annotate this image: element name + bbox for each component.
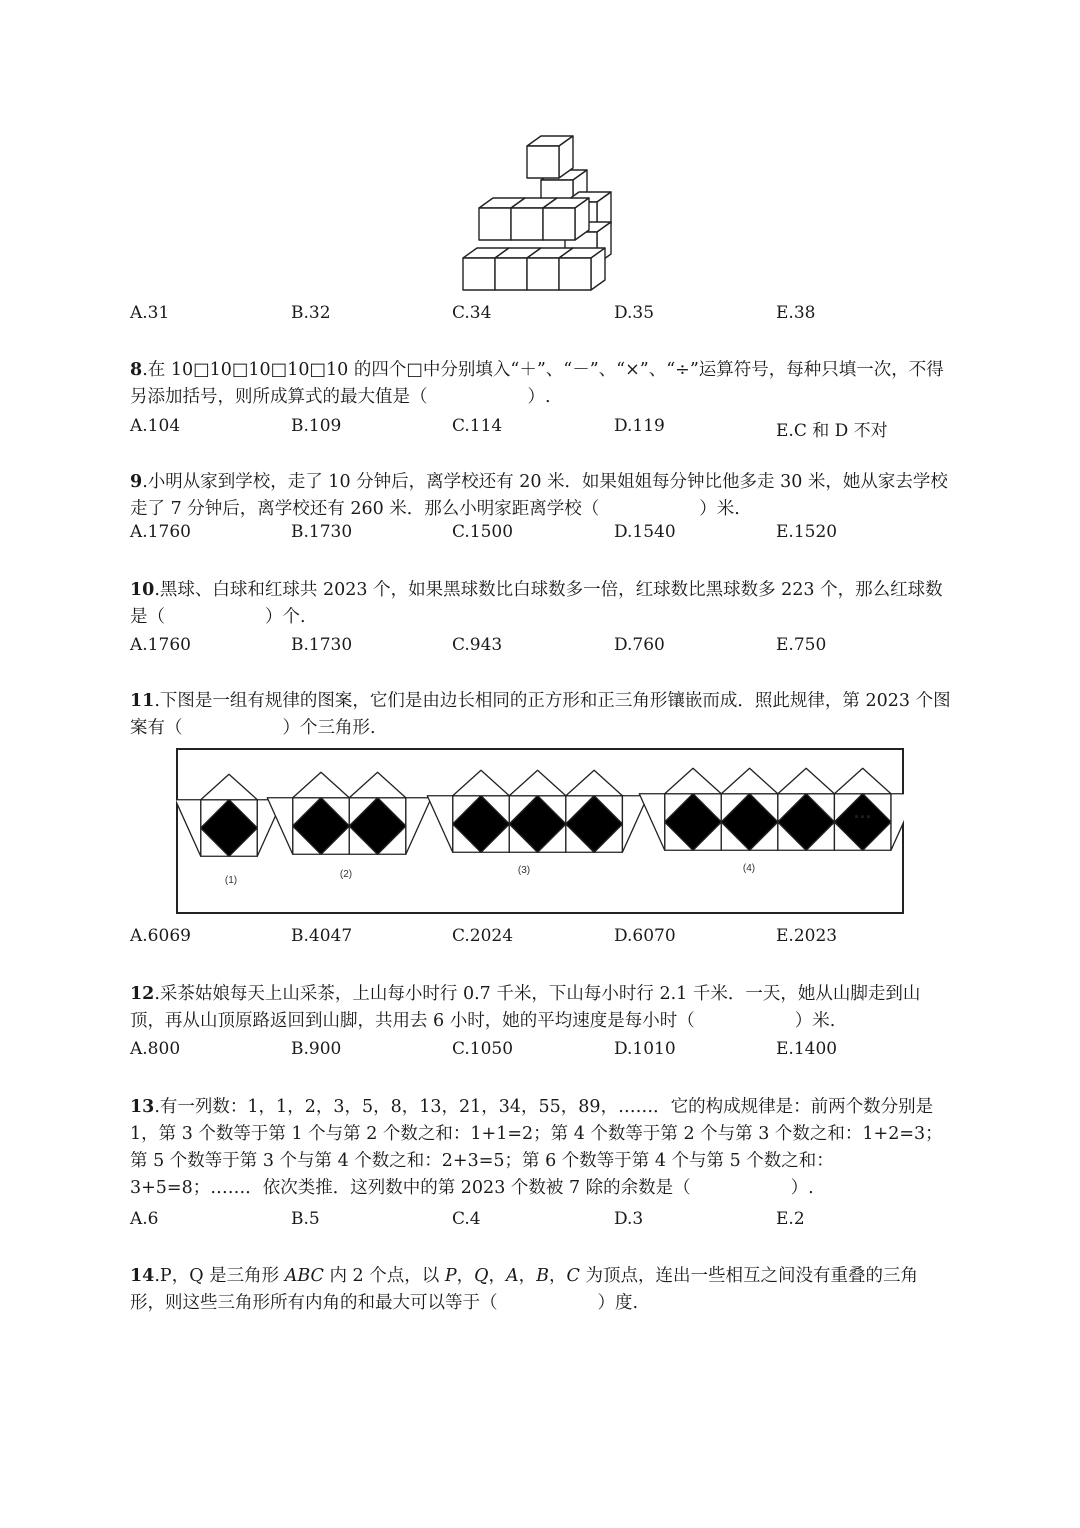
q13-option-b[interactable]: B.5 [291, 1209, 320, 1229]
q11-option-a[interactable]: A.6069 [130, 926, 191, 946]
question-8 [130, 357, 952, 411]
q14-vertex-b: B [536, 1266, 549, 1286]
pattern-ellipsis: ··· [854, 807, 872, 827]
question-14 [130, 1263, 952, 1317]
q11-text: .下图是一组有规律的图案，它们是由边长相同的正方形和正三角形镶嵌而成．照此规律，第 2023 个图案有（ [130, 691, 951, 738]
q9-option-a[interactable]: A.1760 [130, 522, 191, 542]
question-11 [130, 688, 952, 742]
q14-comma: ， [518, 1266, 537, 1286]
q9-text-end: ）米. [699, 499, 740, 519]
q8-number: 8 [130, 360, 143, 380]
q7-option-c[interactable]: C.34 [452, 303, 492, 323]
q10-option-d[interactable]: D.760 [614, 635, 665, 655]
q12-number: 12 [130, 984, 155, 1004]
q14-vertex-p: P [444, 1266, 457, 1286]
q12-text: .采茶姑娘每天上山采茶，上山每小时行 0.7 千米，下山每小时行 2.1 千米．一天，她从山脚走到山顶，再从山顶原路返回到山脚，共用去 6 小时，她的平均速度是每小时（ [130, 984, 921, 1031]
q11-options [130, 926, 1030, 956]
question-9 [130, 469, 952, 523]
q10-number: 10 [130, 580, 155, 600]
q9-option-d[interactable]: D.1540 [614, 522, 676, 542]
q9-option-e[interactable]: E.1520 [776, 522, 838, 542]
q14-vertex-c: C [566, 1266, 580, 1286]
q7-options [130, 303, 1030, 333]
q8-text-end: ）. [527, 387, 551, 407]
q9-number: 9 [130, 472, 143, 492]
q10-text: .黑球、白球和红球共 2023 个，如果黑球数比白球数多一倍，红球数比黑球数多 223 个，那么红球数是（ [130, 580, 943, 627]
q11-option-c[interactable]: C.2024 [452, 926, 514, 946]
q7-option-e[interactable]: E.38 [776, 303, 816, 323]
q13-option-d[interactable]: D.3 [614, 1209, 644, 1229]
q7-option-b[interactable]: B.32 [291, 303, 331, 323]
q8-option-e[interactable]: E.C 和 D 不对 [776, 421, 888, 441]
cube [559, 248, 605, 290]
q14-number: 14 [130, 1266, 155, 1286]
q10-option-e[interactable]: E.750 [776, 635, 827, 655]
q12-option-a[interactable]: A.800 [130, 1039, 181, 1059]
q14-text-1: .P，Q 是三角形 [154, 1266, 280, 1286]
q12-option-b[interactable]: B.900 [291, 1039, 342, 1059]
q14-comma: ， [488, 1266, 506, 1286]
q14-vertex-a: A [505, 1266, 519, 1286]
q10-options [130, 635, 1030, 665]
q8-options [130, 416, 1030, 446]
q10-option-a[interactable]: A.1760 [130, 635, 191, 655]
q11-text-end: ）个三角形. [282, 718, 376, 738]
q11-number: 11 [130, 691, 155, 711]
q12-option-e[interactable]: E.1400 [776, 1039, 838, 1059]
q13-text: .有一列数：1，1，2，3，5，8，13，21，34，55，89，……．它的构成规律是：前两个数分别是 1，第 3 个数等于第 1 个与第 2 个数之和：1+1=2；第 4 个数等于第 2 个与第 3 个数之和：1+2=3；第 5 个数等于第 3 个与第 4 个数之和：2+3=5；第 6 个数等于第 4 个与第 5 个数之和：3+5=8；……．依次类推．这列数中的第 2023 个数被 7 除的余数是（ [130, 1097, 943, 1198]
q13-text-end: ）. [790, 1178, 814, 1198]
q13-option-c[interactable]: C.4 [452, 1209, 481, 1229]
q9-option-c[interactable]: C.1500 [452, 522, 514, 542]
q8-text: .在 10□10□10□10□10 的四个□中分别填入“＋”、“－”、“×”、“÷”运算符号，每种只填一次，不得另添加括号，则所成算式的最大值是（ [130, 360, 944, 407]
q11-option-b[interactable]: B.4047 [291, 926, 353, 946]
q14-text-3: 为顶点，连出一些相互之间没有重叠的三角形，则这些三角形所有内角的和最大可以等于（ [130, 1266, 918, 1313]
q14-vertex-q: Q [474, 1266, 489, 1286]
tessellation-pattern-figure [176, 748, 904, 914]
q13-option-e[interactable]: E.2 [776, 1209, 805, 1229]
q8-option-d[interactable]: D.119 [614, 416, 665, 436]
q8-option-b[interactable]: B.109 [291, 416, 342, 436]
pattern-label-3: (3) [517, 865, 531, 876]
q13-options [130, 1209, 1030, 1239]
cube [527, 136, 573, 178]
q9-options [130, 522, 1030, 552]
cube-stack-figure [455, 128, 615, 298]
pattern-label-1: (1) [224, 875, 238, 886]
q14-comma: ， [456, 1266, 475, 1286]
q7-option-a[interactable]: A.31 [130, 303, 170, 323]
q9-option-b[interactable]: B.1730 [291, 522, 353, 542]
pattern-label-4: (4) [742, 863, 756, 874]
q14-comma: ， [548, 1266, 567, 1286]
q11-option-d[interactable]: D.6070 [614, 926, 676, 946]
cube [543, 198, 589, 240]
q13-option-a[interactable]: A.6 [130, 1209, 159, 1229]
q14-text-2: 内 2 个点，以 [329, 1266, 440, 1286]
question-13 [130, 1094, 952, 1202]
q10-option-b[interactable]: B.1730 [291, 635, 353, 655]
q8-option-a[interactable]: A.104 [130, 416, 181, 436]
q7-option-d[interactable]: D.35 [614, 303, 655, 323]
q12-option-d[interactable]: D.1010 [614, 1039, 676, 1059]
q13-number: 13 [130, 1097, 155, 1117]
q12-options [130, 1039, 1030, 1069]
q10-text-end: ）个. [265, 607, 306, 627]
pattern-label-2: (2) [339, 869, 353, 880]
q12-option-c[interactable]: C.1050 [452, 1039, 514, 1059]
q14-triangle-abc: ABC [284, 1266, 324, 1286]
q8-option-c[interactable]: C.114 [452, 416, 503, 436]
question-12 [130, 981, 952, 1035]
q9-text: .小明从家到学校，走了 10 分钟后，离学校还有 20 米．如果姐姐每分钟比他多走 30 米，她从家去学校走了 7 分钟后，离学校还有 260 米．那么小明家距离学校（ [130, 472, 948, 519]
q11-option-e[interactable]: E.2023 [776, 926, 838, 946]
q10-option-c[interactable]: C.943 [452, 635, 503, 655]
q14-text-end: ）度. [597, 1293, 639, 1313]
question-10 [130, 577, 952, 631]
q12-text-end: ）米. [794, 1011, 836, 1031]
